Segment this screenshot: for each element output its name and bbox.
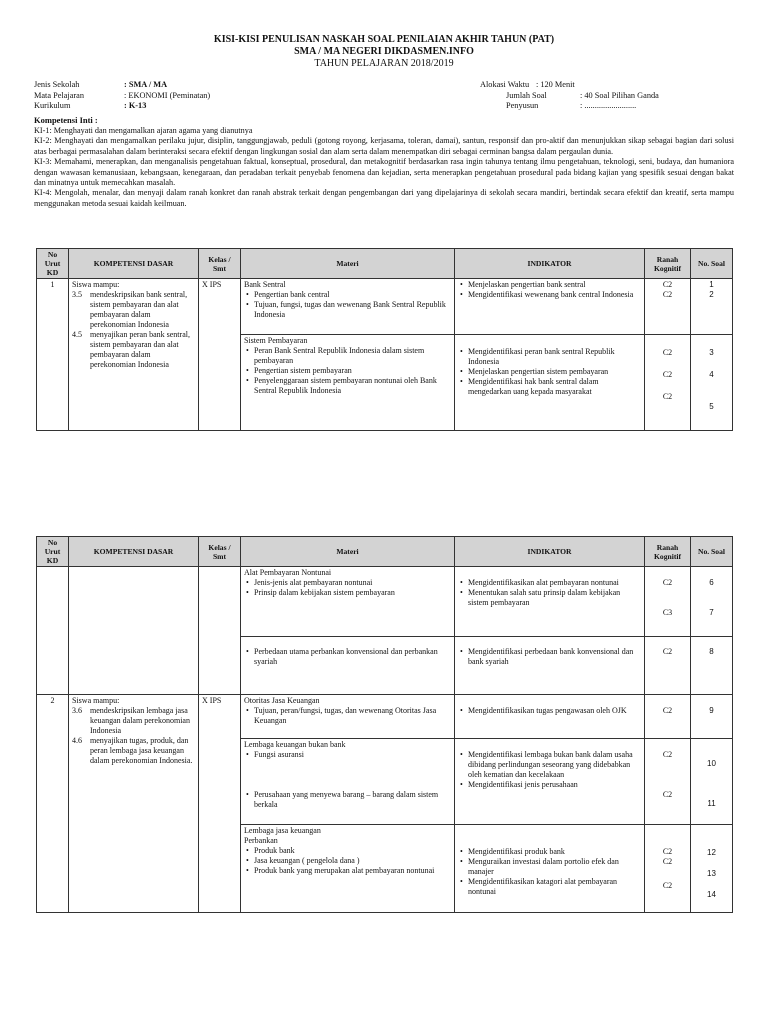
kd-intro: Siswa mampu: xyxy=(72,280,120,289)
kelas-cell: X IPS xyxy=(199,695,241,913)
ki-heading: Kompetensi Inti : xyxy=(34,115,98,125)
soal-cell xyxy=(691,739,733,825)
ranah-value: C2 xyxy=(662,706,673,715)
kd-code: 4.6 xyxy=(72,736,82,745)
col-kd: KOMPETENSI DASAR xyxy=(69,537,199,567)
kd-cell xyxy=(69,695,199,913)
list-item: • Peran Bank Sentral Republik Indonesia dalam sistem pembayaran xyxy=(254,346,451,366)
kd-number: 1 xyxy=(37,279,69,431)
ranah-cell xyxy=(645,279,691,335)
list-item: • Mengidentifikasi wewenang bank central Indonesia xyxy=(468,290,641,300)
indikator-cell xyxy=(455,567,645,637)
list-item: • Mengidentifikasi jenis perusahaan xyxy=(468,780,641,790)
ranah-value: C2 xyxy=(662,392,673,401)
ki-2: KI-2: Menghayati dan mengamalkan perilaku jujur, disiplin, tanggungjawab, peduli (gotong royong, kerjasama, toleran, damai), santun, responsif dan pro-aktif dan menunjukkan sikap sebagai bagian dari solusi atas berbagai permasalahan dalam berinteraksi secara efektif dengan lingkungan sosial dan alam serta dalam menempatkan diri sebagai cerminan bangsa dalam pergaulan dunia. xyxy=(34,136,734,156)
kd-text: mendeskripsikan lembaga jasa keuangan dalam perekonomian Indonesia xyxy=(90,706,190,735)
ranah-cell xyxy=(645,695,691,739)
soal-number: 2 xyxy=(709,290,714,299)
meta-right xyxy=(480,80,740,112)
list-item: • Menjelaskan pengertian sistem pembayaran xyxy=(468,367,641,377)
ranah-value: C2 xyxy=(662,290,673,299)
kd-intro: Siswa mampu: xyxy=(72,696,120,705)
materi-subtitle: Perbankan xyxy=(244,836,278,845)
materi-cell xyxy=(241,279,455,335)
col-ranah: Ranah Kognitif xyxy=(645,249,691,279)
list-item: • Pengertian bank central xyxy=(254,290,451,300)
ki-block xyxy=(34,126,734,209)
soal-number: 6 xyxy=(709,578,714,587)
kd-number: 2 xyxy=(37,695,69,913)
table-row xyxy=(37,695,733,739)
soal-number: 5 xyxy=(709,402,714,411)
ranah-value: C2 xyxy=(662,790,673,799)
col-indikator: INDIKATOR xyxy=(455,249,645,279)
list-item: • Mengidentifikasikan katagori alat pembayaran nontunai xyxy=(468,877,641,897)
ranah-cell xyxy=(645,637,691,695)
list-item: • Mengidentifikasi lembaga bukan bank dalam usaha dibidang perlindungan seseorang yang didebabkan oleh kematian dan kecelakaan xyxy=(468,750,641,780)
kd-cell xyxy=(69,279,199,431)
meta-label: Penyusun xyxy=(506,101,539,110)
kd-code: 4.5 xyxy=(72,330,82,339)
list-item: • Mengidentifikasi peran bank sentral Republik Indonesia xyxy=(468,347,641,367)
materi-cell xyxy=(241,335,455,431)
kd-text: menyajikan tugas, produk, dan peran lembaga jasa keuangan dalam perekonomian Indonesia. xyxy=(90,736,193,765)
soal-number: 11 xyxy=(707,799,716,808)
materi-cell xyxy=(241,637,455,695)
meta-label: Kurikulum xyxy=(34,101,71,110)
table-header-row xyxy=(37,537,733,567)
list-item: • Pengertian sistem pembayaran xyxy=(254,366,451,376)
col-no: No Urut KD xyxy=(37,537,69,567)
soal-number: 1 xyxy=(709,280,714,289)
kelas-cell xyxy=(199,567,241,695)
ranah-value: C2 xyxy=(662,857,673,866)
col-no: No Urut KD xyxy=(37,249,69,279)
soal-number: 13 xyxy=(707,869,716,878)
soal-number: 8 xyxy=(709,647,714,656)
col-materi: Materi xyxy=(241,537,455,567)
ranah-value: C2 xyxy=(662,280,673,289)
meta-left xyxy=(34,80,334,112)
list-item: • Jasa keuangan ( pengelola dana ) xyxy=(254,856,451,866)
ranah-cell xyxy=(645,567,691,637)
soal-number: 7 xyxy=(709,608,714,617)
meta-value: : EKONOMI (Peminatan) xyxy=(124,90,211,100)
ranah-cell xyxy=(645,825,691,913)
soal-number: 10 xyxy=(707,759,716,768)
kd-text: mendeskripsikan bank sentral, sistem pembayaran dan alat pembayaran dalam perekonomian Indonesia xyxy=(90,290,188,329)
ranah-value: C2 xyxy=(662,847,673,856)
soal-number: 12 xyxy=(707,848,716,857)
list-item: • Perbedaan utama perbankan konvensional dan perbankan syariah xyxy=(254,647,451,667)
list-item: • Fungsi asuransi xyxy=(254,750,451,760)
meta-value: : K-13 xyxy=(124,101,147,110)
kisi-table-1 xyxy=(36,248,733,431)
meta-value: : 120 Menit xyxy=(536,80,575,89)
list-item: • Mengidentifikasi produk bank xyxy=(468,847,641,857)
soal-number: 4 xyxy=(709,370,714,379)
list-item: • Menjelaskan pengertian bank sentral xyxy=(468,280,641,290)
list-item: • Mengidentifikasi perbedaan bank konvensional dan bank syariah xyxy=(468,647,641,667)
list-item: • Mengidentifikasikan alat pembayaran nontunai xyxy=(468,578,641,588)
meta-label: Jumlah Soal xyxy=(506,90,547,100)
materi-title: Otoritas Jasa Keuangan xyxy=(244,696,320,705)
meta-label: Jenis Sekolah xyxy=(34,80,80,89)
col-indikator: INDIKATOR xyxy=(455,537,645,567)
materi-title: Bank Sentral xyxy=(244,280,286,289)
indikator-cell xyxy=(455,637,645,695)
list-item: • Tujuan, peran/fungsi, tugas, dan wewenang Otoritas Jasa Keuangan xyxy=(254,706,451,726)
col-kelas: Kelas / Smt xyxy=(199,537,241,567)
indikator-cell xyxy=(455,825,645,913)
col-kelas: Kelas / Smt xyxy=(199,249,241,279)
ranah-cell xyxy=(645,739,691,825)
table-row xyxy=(37,567,733,637)
list-item: • Tujuan, fungsi, tugas dan wewenang Bank Sentral Republik Indonesia xyxy=(254,300,451,320)
soal-cell xyxy=(691,335,733,431)
school-name: SMA / MA NEGERI DIKDASMEN.INFO xyxy=(294,46,474,57)
materi-cell xyxy=(241,739,455,825)
table-header-row xyxy=(37,249,733,279)
col-ranah: Ranah Kognitif xyxy=(645,537,691,567)
indikator-cell xyxy=(455,739,645,825)
ki-4: KI-4: Mengolah, menalar, dan menyaji dalam ranah konkret dan ranah abstrak terkait dengan pengembangan dari yang dipelajarinya di sekolah secara mandiri, bertindak secara efektif dan kreatif, serta mampu menggunakan metoda sesuai kaidah keilmuan. xyxy=(34,188,734,208)
materi-title: Alat Pembayaran Nontunai xyxy=(244,568,332,577)
list-item: • Mengidentifikasi hak bank sentral dalam mengedarkan uang kepada masyarakat xyxy=(468,377,641,397)
meta-value: : SMA / MA xyxy=(124,80,168,89)
materi-cell xyxy=(241,695,455,739)
soal-cell xyxy=(691,637,733,695)
materi-cell xyxy=(241,567,455,637)
col-soal: No. Soal xyxy=(691,249,733,279)
ranah-value: C3 xyxy=(662,608,673,617)
indikator-cell xyxy=(455,335,645,431)
materi-title: Lembaga keuangan bukan bank xyxy=(244,740,346,749)
list-item: • Menguraikan investasi dalam portolio efek dan manajer xyxy=(468,857,641,877)
col-soal: No. Soal xyxy=(691,537,733,567)
meta-value: : ......................... xyxy=(580,101,637,110)
ranah-value: C2 xyxy=(662,578,673,587)
kd-code: 3.5 xyxy=(72,290,82,299)
materi-cell xyxy=(241,825,455,913)
ki-1: KI-1: Menghayati dan mengamalkan ajaran agama yang dianutnya xyxy=(34,126,253,135)
ranah-value: C2 xyxy=(662,750,673,759)
kd-code: 3.6 xyxy=(72,706,82,715)
meta-label: Alokasi Waktu xyxy=(480,80,530,89)
list-item: • Perusahaan yang menyewa barang – barang dalam sistem berkala xyxy=(254,790,451,810)
indikator-cell xyxy=(455,279,645,335)
list-item: • Mengidentifikasikan tugas pengawasan oleh OJK xyxy=(468,706,641,716)
soal-cell xyxy=(691,279,733,335)
soal-cell xyxy=(691,825,733,913)
list-item: • Jenis-jenis alat pembayaran nontunai xyxy=(254,578,451,588)
soal-cell xyxy=(691,695,733,739)
soal-number: 14 xyxy=(707,890,716,899)
list-item: • Produk bank xyxy=(254,846,451,856)
ranah-cell xyxy=(645,335,691,431)
list-item: • Penyelenggaraan sistem pembayaran nontunai oleh Bank Sentral Republik Indonesia xyxy=(254,376,451,396)
col-materi: Materi xyxy=(241,249,455,279)
list-item: • Prinsip dalam kebijakan sistem pembayaran xyxy=(254,588,451,598)
ki-3: KI-3: Memahami, menerapkan, dan menganalisis pengetahuan faktual, konseptual, prosedural, dan metakognitif berdasarkan rasa ingin tahunya tentang ilmu pengetahuan, teknologi, seni, budaya, dan humaniora dengan wawasan kemanusiaan, kebangsaan, kenegaraan, dan peradaban terkait penyebab fenomena dan kejadian, serta menerapkan pengetahuan prosedural pada bidang kajian yang spesifik sesuai dengan bakat dan minatnya untuk memecahkan masalah. xyxy=(34,157,734,188)
ranah-value: C2 xyxy=(662,370,673,379)
ranah-value: C2 xyxy=(662,348,673,357)
soal-number: 3 xyxy=(709,348,714,357)
kd-number xyxy=(37,567,69,695)
list-item: • Menentukan salah satu prinsip dalam kebijakan sistem pembayaran xyxy=(468,588,641,608)
materi-title: Sistem Pembayaran xyxy=(244,336,308,345)
kisi-table-2 xyxy=(36,536,733,913)
soal-cell xyxy=(691,567,733,637)
kd-text: menyajikan peran bank sentral, sistem pembayaran dan alat pembayaran dalam perekonomian Indonesia xyxy=(90,330,190,369)
kelas-cell: X IPS xyxy=(199,279,241,431)
meta-label: Mata Pelajaran xyxy=(34,90,84,100)
soal-number: 9 xyxy=(709,706,714,715)
list-item: • Produk bank yang merupakan alat pembayaran nontunai xyxy=(254,866,451,876)
ranah-value: C2 xyxy=(662,647,673,656)
kd-cell xyxy=(69,567,199,695)
doc-title: KISI-KISI PENULISAN NASKAH SOAL PENILAIAN AKHIR TAHUN (PAT) xyxy=(213,34,555,45)
table-row xyxy=(37,279,733,335)
col-kd: KOMPETENSI DASAR xyxy=(69,249,199,279)
materi-title: Lembaga jasa keuangan xyxy=(244,826,321,835)
ranah-value: C2 xyxy=(662,881,673,890)
meta-value: : 40 Soal Pilihan Ganda xyxy=(580,90,659,100)
indikator-cell xyxy=(455,695,645,739)
academic-year: TAHUN PELAJARAN 2018/2019 xyxy=(314,58,454,69)
